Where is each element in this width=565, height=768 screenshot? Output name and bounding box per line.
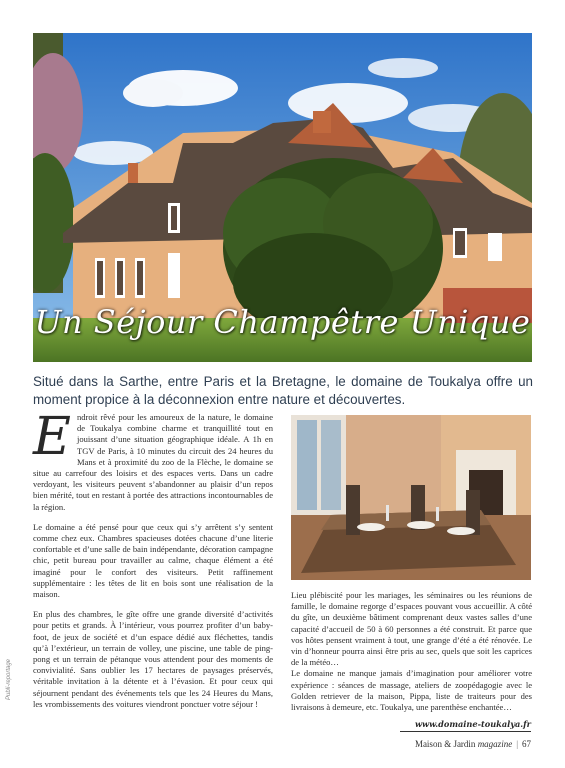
divider: [400, 731, 531, 732]
page-footer: [415, 739, 531, 749]
paragraph: Lieu plébiscité pour les mariages, les séminaires ou les réunions de famille, le domaine regorge d’espaces pouvant vous accueillir. A côté du gîte, un deuxième bâtiment comprenant deux vastes salles d’une capacité d’accueil de 50 à 60 personnes a été construit. Et parce que vos hôtes pensent vraiment à tout, une grange d’été a été rénovée. Le vin d’honneur pourra ainsi être pris au sec, quels que soit les caprices de la météo…: [291, 590, 532, 668]
dropcap-letter: E: [33, 407, 71, 467]
magazine-suffix: magazine: [477, 739, 513, 749]
website-link[interactable]: www.domaine-toukalya.fr: [414, 719, 531, 729]
hero-title: Un Séjour Champêtre Unique: [34, 303, 531, 341]
paragraph: [33, 407, 273, 513]
left-column: [33, 407, 273, 719]
paragraph: En plus des chambres, le gîte offre une grande diversité d’activités pour petits et grands. À l’intérieur, vous pourrez profiter d’un baby-foot, de jeux de société et d’un espace dédié aux fléchettes, tandis qu’à l’extérieur, un terrain de volley, une piscine, une table de ping-pong et un terrain de pétanque vous attendent pour des moments de convivialité. Sans oublier les 17 hectares de paysages préservés, véritable invitation à la détente et à l’évasion. Et pour ceux qui séjournent pendant des événements tels que les 24 Heures du Mans, les vrombissements des voitures viendront ponctuer votre séjour !: [33, 609, 273, 709]
hero-photo: [33, 33, 532, 362]
paragraph: Le domaine a été pensé pour que ceux qui s’y arrêtent s’y sentent comme chez eux. Chambres spacieuses dotées chacune d’une literie confortable et d’une salle de bain indépendante, décoration campagne chic, petit bureau pour travailler au calme, chaque élément a été imaginé pour le confort des visiteurs. Petit raffinement supplémentaire : les têtes de lit en bois sont une réalisation de la maison.: [33, 521, 273, 600]
separator: |: [516, 739, 518, 749]
dining-room-image: [291, 415, 531, 580]
intro-lead: Situé dans la Sarthe, entre Paris et la Bretagne, le domaine de Toukalya offre un moment propice à la déconnexion entre nature et découvertes.: [33, 374, 533, 407]
publi-reportage-label: Publi-reportage: [6, 658, 12, 700]
page-number: 67: [522, 739, 531, 749]
dining-room-photo: [291, 415, 531, 580]
magazine-name: Maison & Jardin: [414, 739, 476, 749]
paragraph-text: ndroit rêvé pour les amoureux de la nature, le domaine de Toukalya combine charme et tranquillité tout en jouissant d’une situation géographique idéale. A 1h en TGV de Paris, à 10 minutes du circuit des 24 heures du Mans et à proximité du zoo de la Flèche, le domaine se situe au carrefour des loisirs et des espaces verts. Dans un cadre verdoyant, les visiteurs peuvent s’abandonner au plaisir d’un repos bien mérité, tout en restant à portée des attractions incontournables de la région.: [33, 412, 273, 512]
paragraph: Le domaine ne manque jamais d’imagination pour améliorer votre expérience : séances de massage, ateliers de zoopédagogie avec le Golden retriever de la maison, Pippa, liste de traiteurs pour des livraisons à demeure, etc. Toukalya, une parenthèse enchantée…: [291, 668, 532, 713]
right-column: [291, 590, 532, 713]
